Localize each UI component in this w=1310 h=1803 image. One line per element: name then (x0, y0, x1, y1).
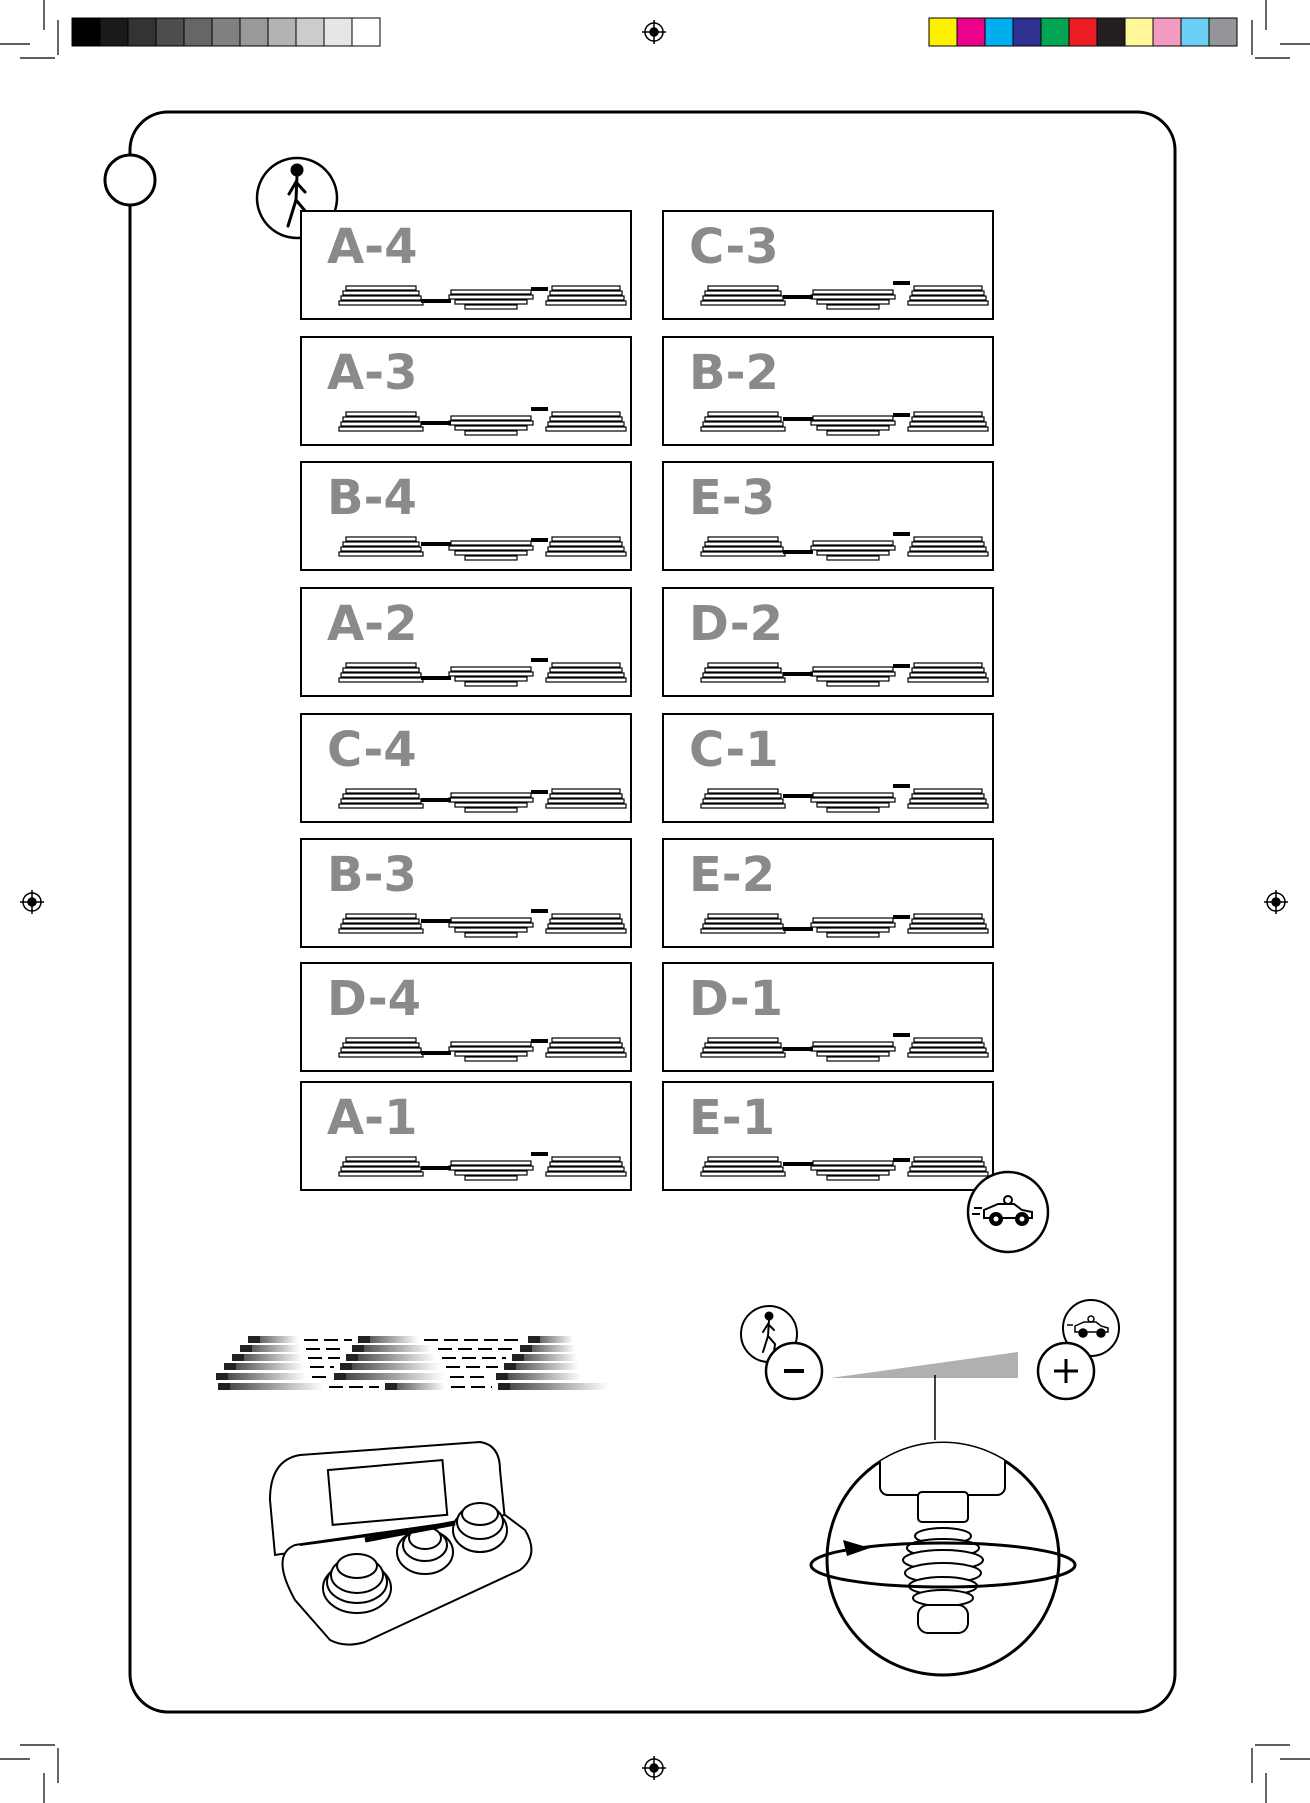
card-label: B-2 (689, 345, 779, 401)
setting-card (301, 714, 631, 822)
color-swatch (156, 18, 184, 46)
card-label: E-1 (689, 1090, 776, 1146)
card-label: C-1 (689, 722, 779, 778)
color-swatch (929, 18, 957, 46)
setting-card (663, 588, 993, 696)
card-label: C-3 (689, 219, 779, 275)
registration-mark-right (1264, 890, 1288, 914)
color-swatch (985, 18, 1013, 46)
slow-setting-cards (301, 211, 631, 1190)
color-swatch (324, 18, 352, 46)
setting-card (663, 337, 993, 445)
setting-card (301, 839, 631, 947)
race-car-icon (968, 1172, 1048, 1252)
registration-mark-top (642, 20, 666, 44)
color-swatch (100, 18, 128, 46)
card-label: A-1 (327, 1090, 418, 1146)
adjustment-knob-detail (811, 1420, 1075, 1675)
process-color-bar (929, 18, 1237, 46)
setting-card (663, 1082, 993, 1190)
color-swatch (352, 18, 380, 46)
color-swatch (1181, 18, 1209, 46)
card-label: C-4 (327, 722, 417, 778)
color-swatch (128, 18, 156, 46)
card-label: A-2 (327, 596, 418, 652)
setting-card (301, 588, 631, 696)
grayscale-color-bar (72, 18, 380, 46)
card-label: E-2 (689, 847, 776, 903)
card-label: A-3 (327, 345, 418, 401)
step-number-circle (105, 155, 155, 205)
minus-icon (766, 1343, 822, 1399)
color-swatch (1153, 18, 1181, 46)
color-swatch (957, 18, 985, 46)
color-swatch (212, 18, 240, 46)
setting-card (663, 839, 993, 947)
setting-card (663, 714, 993, 822)
setting-card (301, 211, 631, 319)
setting-card (663, 211, 993, 319)
card-label: D-2 (689, 596, 784, 652)
card-label: B-4 (327, 470, 417, 526)
color-swatch (1097, 18, 1125, 46)
fast-setting-cards (663, 211, 993, 1190)
color-swatch (184, 18, 212, 46)
color-swatch (1013, 18, 1041, 46)
stopper-case-illustration (270, 1442, 531, 1645)
stacked-discs-overview (216, 1336, 608, 1390)
card-label: B-3 (327, 847, 417, 903)
plus-icon (1038, 1343, 1094, 1399)
color-swatch (1209, 18, 1237, 46)
setting-card (301, 963, 631, 1071)
setting-card (301, 337, 631, 445)
setting-card (301, 1082, 631, 1190)
card-label: D-4 (327, 971, 422, 1027)
color-swatch (1125, 18, 1153, 46)
card-label: A-4 (327, 219, 418, 275)
color-swatch (296, 18, 324, 46)
color-swatch (1069, 18, 1097, 46)
speed-scale-diagram (741, 1300, 1119, 1440)
registration-mark-left (20, 890, 44, 914)
color-swatch (268, 18, 296, 46)
setting-card (663, 462, 993, 570)
speed-wedge (830, 1352, 1018, 1378)
color-swatch (240, 18, 268, 46)
setting-card (301, 462, 631, 570)
registration-mark-bottom (642, 1756, 666, 1780)
card-label: D-1 (689, 971, 784, 1027)
color-swatch (72, 18, 100, 46)
card-label: E-3 (689, 470, 776, 526)
color-swatch (1041, 18, 1069, 46)
setting-card (663, 963, 993, 1071)
